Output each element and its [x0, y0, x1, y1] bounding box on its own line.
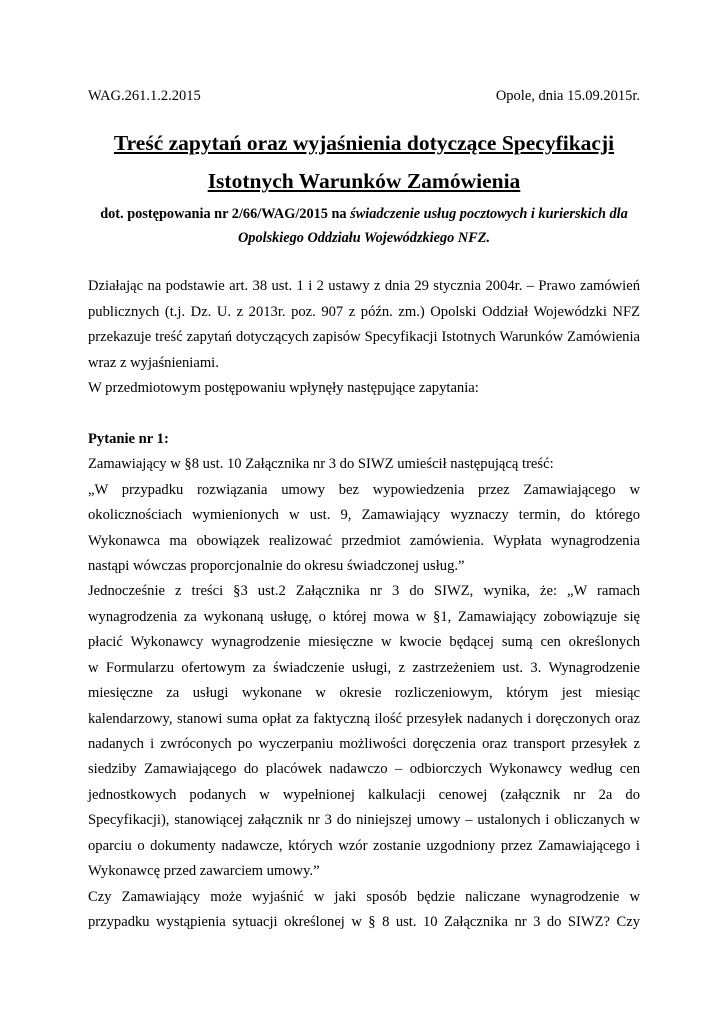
intro-line: Działając na podstawie art. 38 ust. 1 i 2 ustawy z dnia 29 stycznia 2004r. – Prawo zamówień [88, 278, 640, 294]
question-line: wynagrodzenia za wykonaną usługę, o której mowa w §1, Zamawiający zobowiązuje się [88, 609, 640, 625]
subtitle-line-2 [88, 230, 640, 247]
intro-line: wraz z wyjaśnieniami. [88, 355, 219, 371]
question-line: w Formularzu ofertowym za świadczenie usługi, z zastrzeżeniem ust. 3. Wynagrodzenie [88, 660, 640, 676]
intro-line: W przedmiotowym postępowaniu wpłynęły następujące zapytania: [88, 380, 479, 396]
intro-line: publicznych (t.j. Dz. U. z 2013r. poz. 907 z późn. zm.) Opolski Oddział Wojewódzki NFZ [88, 304, 640, 320]
intro-line: przekazuje treść zapytań dotyczących zapisów Specyfikacji Istotnych Warunków Zamówienia [88, 329, 640, 345]
subtitle-subject-cont: Opolskiego Oddziału Wojewódzkiego NFZ. [237, 230, 491, 246]
question-line: oparciu o dokumenty nadawcze, których wzór zostanie uzgodniony przez Zamawiającego i [88, 838, 640, 854]
question-line: „W przypadku rozwiązania umowy bez wypowiedzenia przez Zamawiającego w [88, 482, 640, 498]
question-line: siedziby Zamawiającego do placówek nadawczo – odbiorczych Wykonawcy według cen [88, 761, 640, 777]
subtitle-subject: świadczenie usług pocztowych i kurierskich dla [350, 206, 628, 222]
question-line: przypadku wystąpienia sytuacji określonej w § 8 ust. 10 Załącznika nr 3 do SIWZ? Czy [88, 914, 640, 930]
question-line: nastąpi wówczas proporcjonalnie do okresu świadczonej usług.” [88, 558, 465, 574]
document-title-line-1: Treść zapytań oraz wyjaśnienia dotyczące Specyfikacji [113, 131, 615, 155]
question-line: kalendarzowy, stanowi suma opłat za faktyczną ilość przesyłek nadanych i doręczonych oraz [88, 711, 640, 727]
question-line: Wykonawcę przed zawarciem umowy.” [88, 863, 320, 879]
question-line: okolicznościach wymienionych w ust. 9, Zamawiający wyznaczy termin, do którego [88, 507, 640, 523]
question-line: Zamawiający w §8 ust. 10 Załącznika nr 3 do SIWZ umieścił następującą treść: [88, 456, 554, 472]
question-line: nadanych i zwróconych po wyczerpaniu możliwości doręczenia oraz transport przesyłek z [88, 736, 640, 752]
reference-number: WAG.261.1.2.2015 [88, 88, 201, 104]
question-heading: Pytanie nr 1: [88, 431, 169, 447]
question-line: Jednocześnie z treści §3 ust.2 Załącznika nr 3 do SIWZ, wynika, że: „W ramach [88, 583, 640, 599]
document-title-line-2: Istotnych Warunków Zamówienia [207, 169, 521, 193]
question-line: Czy Zamawiający może wyjaśnić w jaki sposób będzie naliczane wynagrodzenie w [88, 889, 640, 905]
place-and-date: Opole, dnia 15.09.2015r. [495, 88, 640, 104]
question-line: jednostkowych podanych w wypełnionej kalkulacji cenowej (załącznik nr 2a do [88, 787, 640, 803]
subtitle-line-1 [88, 206, 640, 223]
question-line: Specyfikacji), stanowiącej załącznik nr 3 do niniejszej umowy – ustalonych i obliczanych w [88, 812, 640, 828]
question-line: płacić Wykonawcy wynagrodzenie miesięczne w kwocie będącej sumą cen określonych [88, 634, 640, 650]
question-line: Wykonawca ma obowiązek realizować przedmiot zamówienia. Wypłata wynagrodzenia [88, 533, 640, 549]
question-line: miesięczne za usługi wykonane w okresie rozliczeniowym, którym jest miesiąc [88, 685, 640, 701]
subtitle-proceeding-number: dot. postępowania nr 2/66/WAG/2015 na [100, 206, 351, 222]
